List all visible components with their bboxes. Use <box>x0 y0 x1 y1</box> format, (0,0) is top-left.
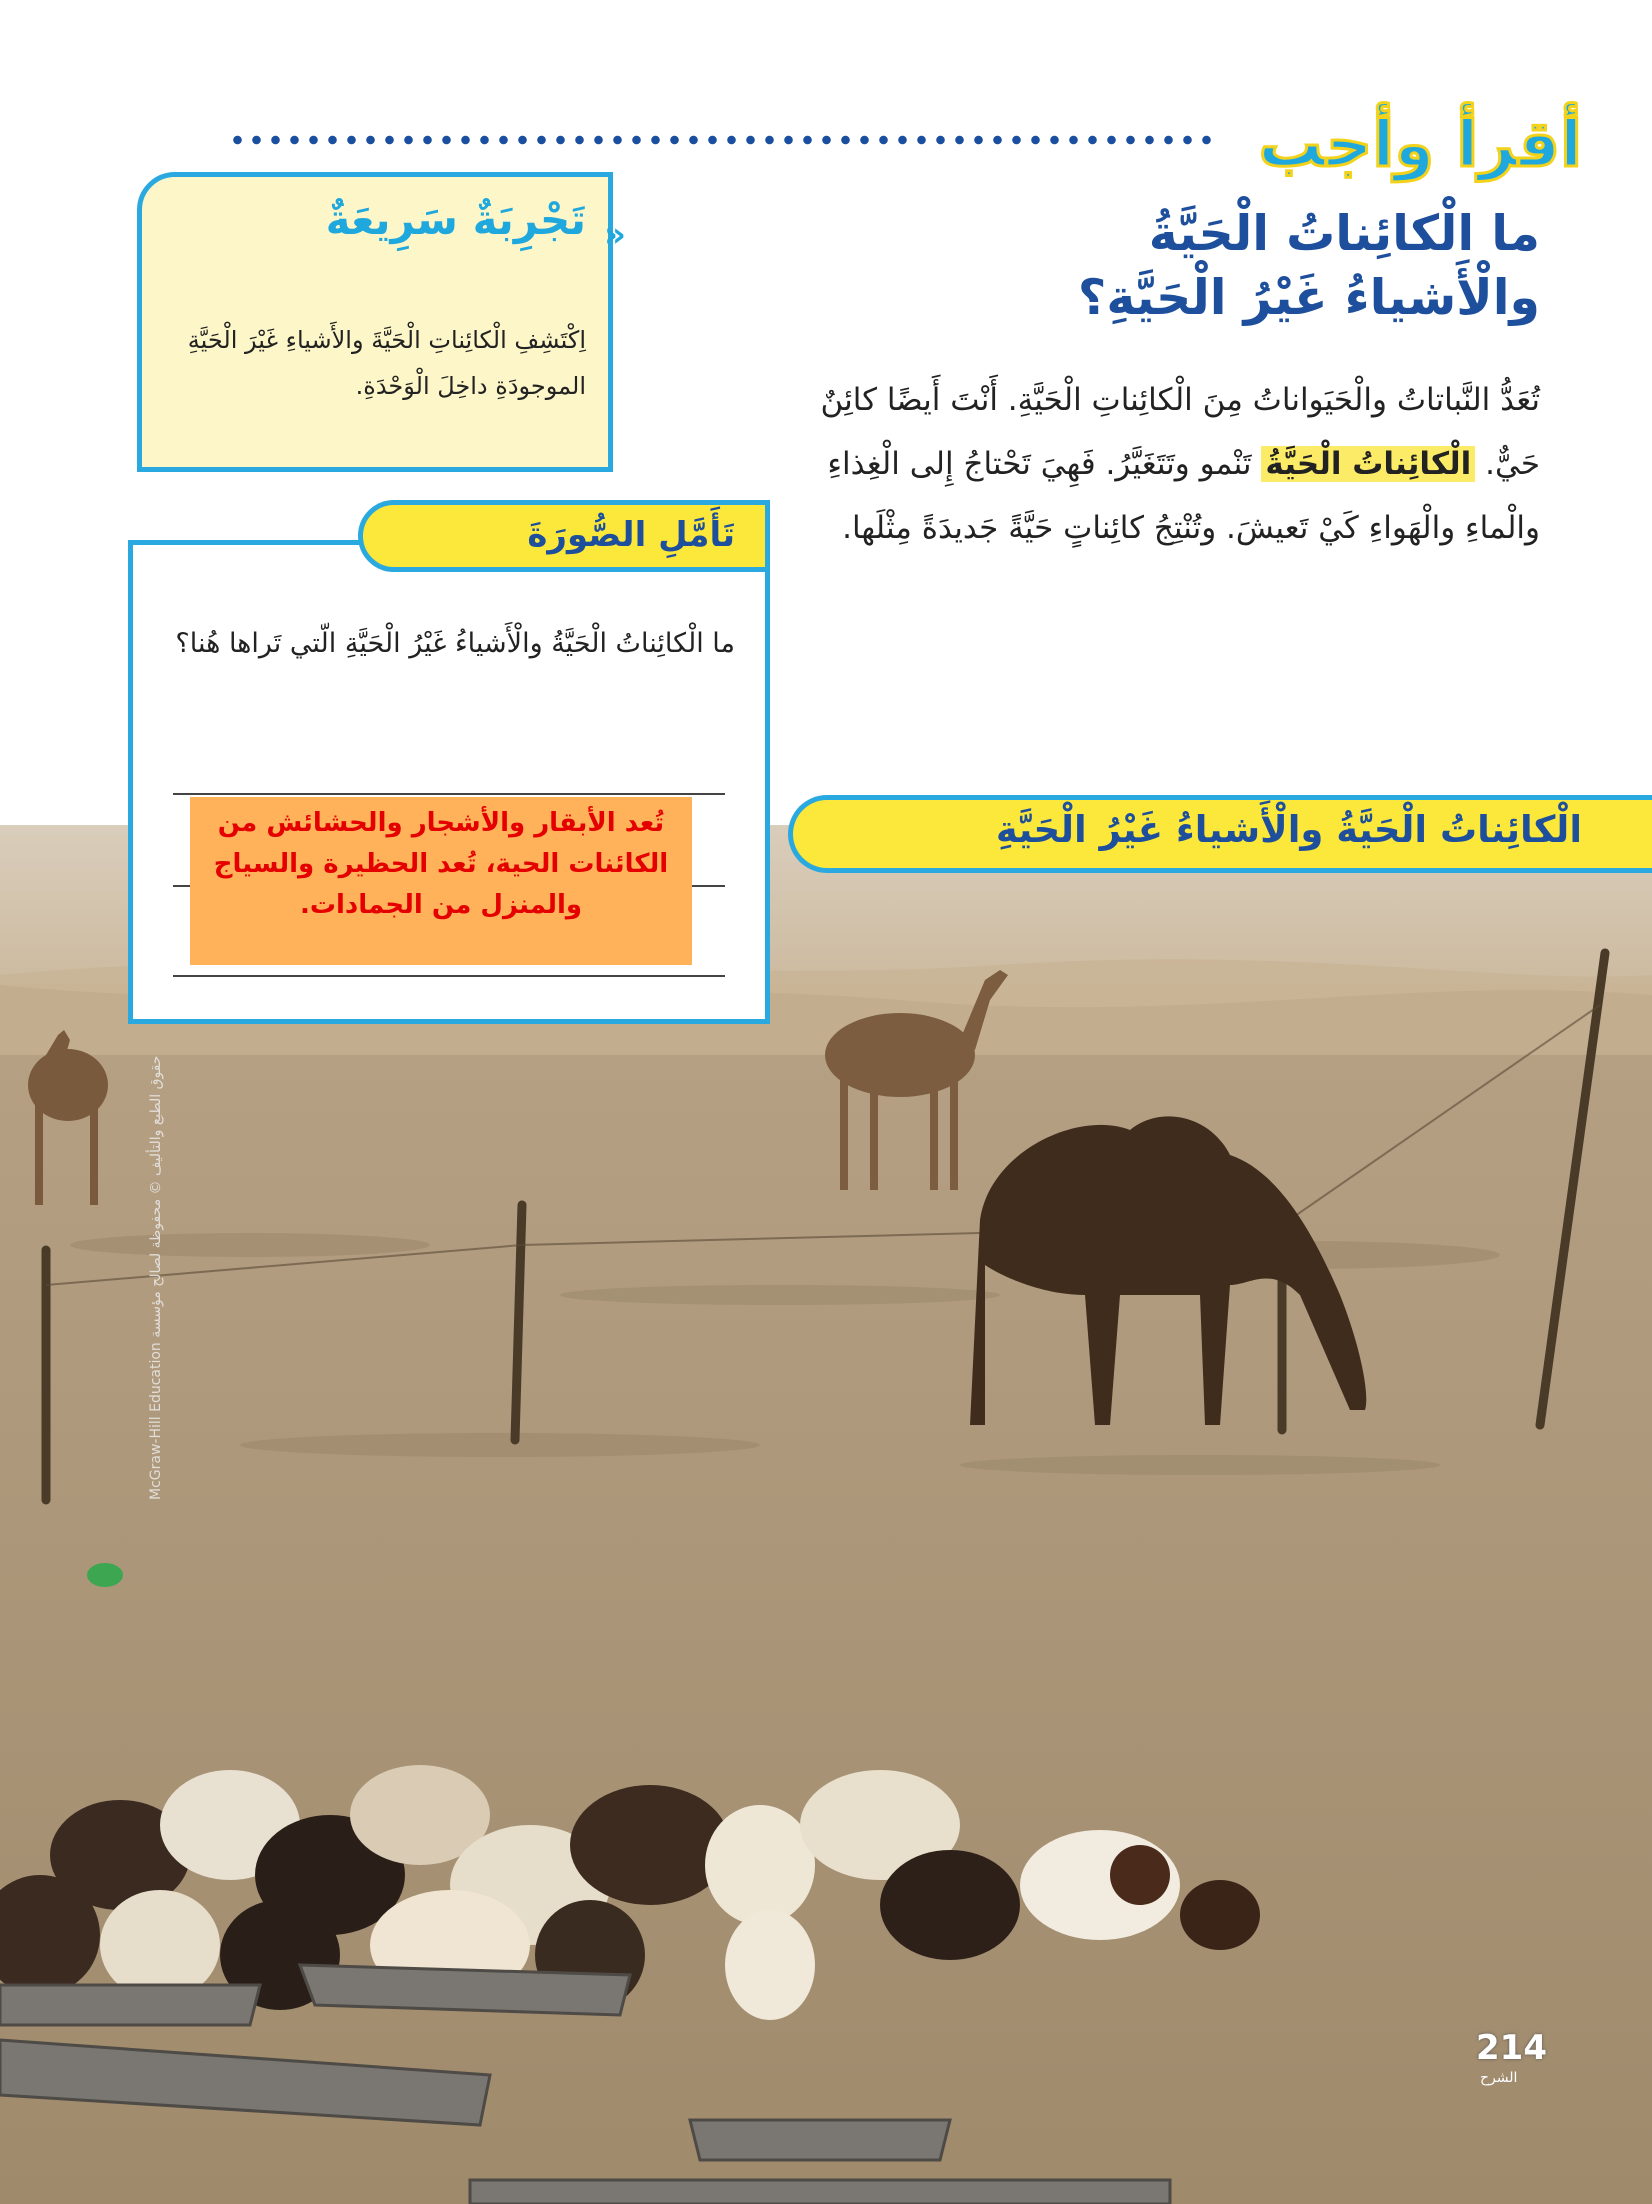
body-text-part1: تُعَدُّ النَّباتاتُ والْحَيَواناتُ مِنَ الْكائِناتِ الْحَيَّةِ. أَنْتَ أَيضًا كائِنٌ حَيٌّ. <box>820 382 1540 482</box>
observe-picture-tab <box>358 500 770 572</box>
quick-experiment-text: اِكْتَشِفِ الْكائِناتِ الْحَيَّةَ والأَشياءِ غَيْرَ الْحَيَّةِ الموجودَةِ داخِلَ الْوَحْدَةِ. <box>187 326 586 400</box>
observe-picture-title: تَأَمَّلِ الصُّورَةَ <box>527 515 735 555</box>
answer-text-box[interactable]: تُعد الأبقار والأشجار والحشائش من الكائنات الحية، تُعد الحظيرة والسياج والمنزل من الجمادات. <box>190 797 692 965</box>
quick-experiment-box <box>137 172 626 472</box>
section-banner <box>788 795 1652 873</box>
lesson-heading-line1: ما الْكائِناتُ الْحَيَّةُ <box>1148 205 1540 262</box>
section-header-title: أقرأ وأجب <box>1258 108 1582 182</box>
lesson-body-paragraph <box>780 368 1540 560</box>
answer-line <box>173 975 725 977</box>
vocab-highlight: الْكائِناتُ الْحَيَّةُ <box>1261 446 1475 482</box>
answer-line <box>173 793 725 795</box>
copyright-credit: McGraw-Hill Education حقوق الطبع والتأليف © محفوظة لصالح مؤسسة <box>148 1055 164 1500</box>
lesson-heading <box>1020 202 1540 330</box>
desert-photo <box>0 825 1652 2204</box>
quick-experiment-title: تَجْرِبَةٌ سَرِيعَةٌ <box>325 195 586 244</box>
lesson-heading-line2: والْأَشياءُ غَيْرُ الْحَيَّةِ؟ <box>1077 269 1540 326</box>
header-dotted-rule <box>228 134 1218 146</box>
page-number: 214 <box>1476 2028 1547 2068</box>
section-banner-title: الْكائِناتُ الْحَيَّةُ والْأَشياءُ غَيْرُ الْحَيَّةِ <box>995 808 1582 851</box>
observe-picture-question: ما الْكائِناتُ الْحَيَّةُ والْأَشياءُ غَيْرُ الْحَيَّةِ الّتي تَراها هُنا؟ <box>175 628 735 659</box>
page-subtitle: الشرح <box>1480 2070 1518 2086</box>
body-text-part2: تَنْمو وتَتَغَيَّرُ. فَهِيَ تَحْتاجُ إِلى الْغِذاءِ والْماءِ والْهَواءِ كَيْ تَعيشَ. وتُنْتِجُ كائِناتٍ حَيَّةً جَديدَةً مِثْلَها. <box>827 446 1540 546</box>
chevrons-icon: » <box>604 215 626 255</box>
